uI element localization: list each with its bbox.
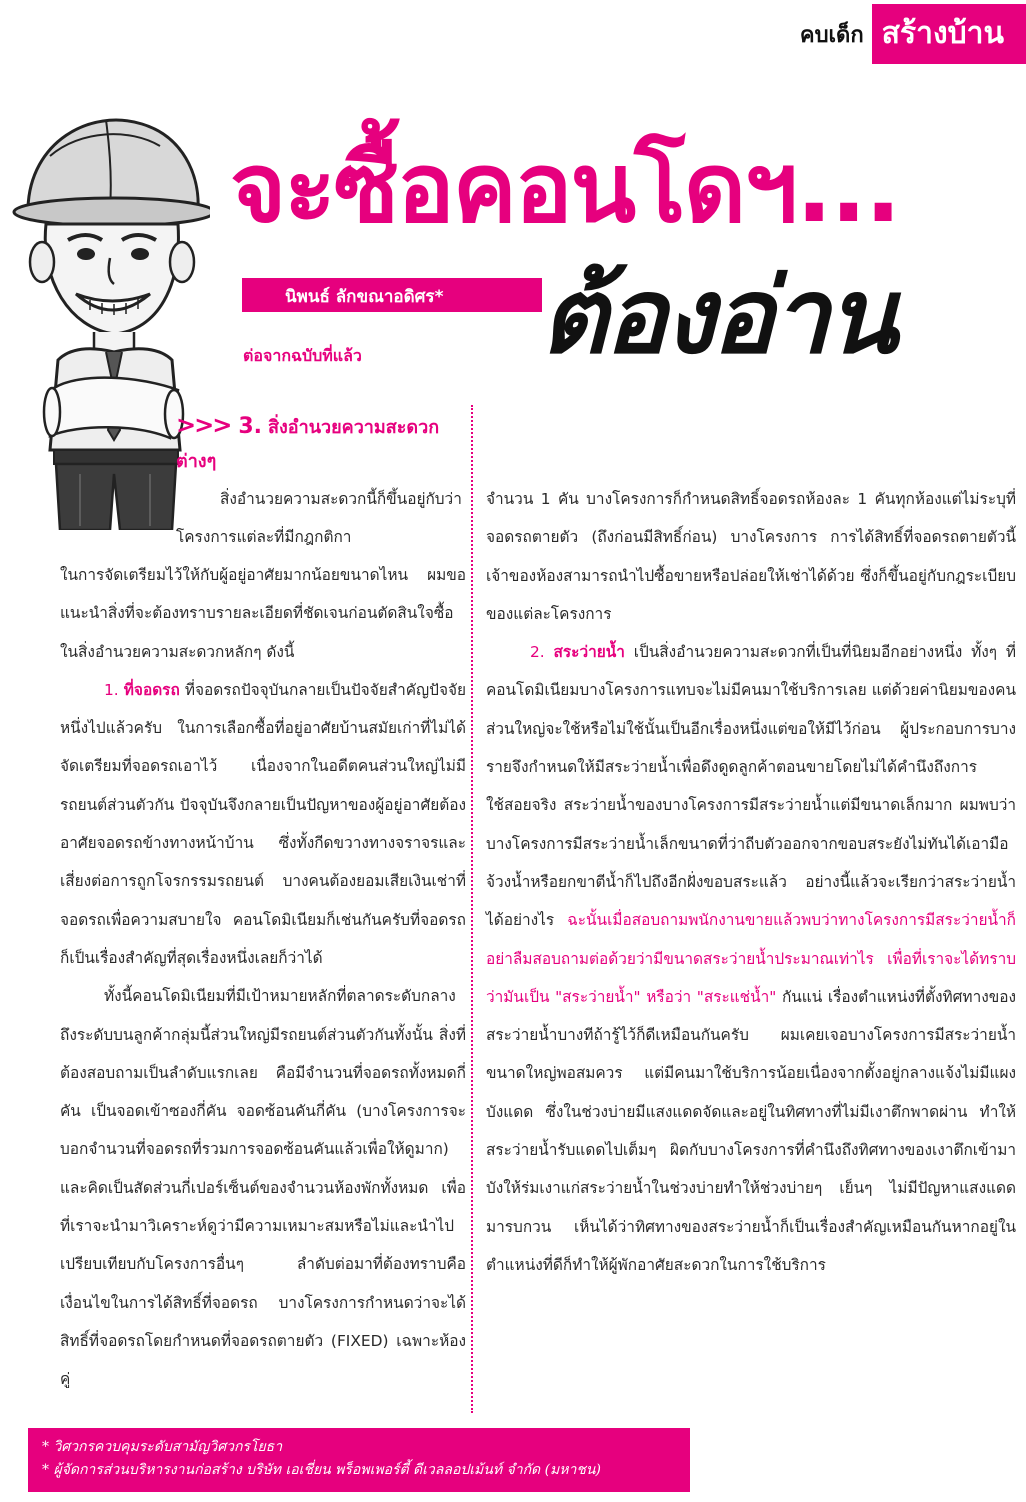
headline-line1: จะซื้อคอนโดฯ... [230, 132, 900, 244]
masthead-bar [800, 4, 1026, 64]
item2-text: เป็นสิ่งอำนวยความสะดวกที่เป็นที่นิยมอีกอย่างหนึ่ง ทั้งๆ ที่คอนโดมิเนียมบางโครงการแทบจะไม่มีคนมาใช้บริการเลย แต่ด้วยค่านิยมของคนส่วนใหญ่จะใช้หรือไม่ใช้นั้นเป็นอีกเรื่องหนึ่งแต่ขอให้มีไว้ก่อน ผู้ประกอบการบางรายจึงกำหนดให้มีสระว่ายน้ำเพื่อดึงดูดลูกค้าตอนขายโดยไม่ได้คำนึงถึงการใช้สอยจริง สระว่ายน้ำของบางโครงการมีสระว่ายน้ำแต่มีขนาดเล็กมาก ผมพบว่าบางโครงการมีสระว่ายน้ำเล็กขนาดที่ว่าถีบตัวออกจากขอบสระยังไม่ทันได้เอามือจ้วงน้ำหรือยกขาตีน้ำก็ไปถึงอีกฝั่งขอบสระแล้ว อย่างนี้แล้วจะเรียกว่าสระว่ายน้ำได้อย่างไร [486, 643, 1016, 930]
item2-label: สระว่ายน้ำ [553, 643, 625, 662]
section-title: สิ่งอำนวยความสะดวกต่างๆ [176, 417, 440, 472]
continued-note: ต่อจากฉบับที่แล้ว [243, 346, 362, 365]
intro-paragraph-rest: ในการจัดเตรียมไว้ให้กับผู้อยู่อาศัยมากน้อยขนาดไหน ผมขอแนะนำสิ่งที่จะต้องทราบรายละเอียดที่ชัดเจนก่อนตัดสินใจซื้อในสิ่งอำนวยความสะดวกหลักๆ ดังนี้ [60, 566, 466, 661]
footnote-2: * ผู้จัดการส่วนบริหารงานก่อสร้าง บริษัท เอเชี่ยน พร็อพเพอร์ตี้ ดีเวลลอปเม้นท์ จำกัด (มหาชน) [42, 1462, 601, 1478]
left-column [60, 556, 466, 1399]
item1-text: ที่จอดรถปัจจุบันกลายเป็นปัจจัยสำคัญปัจจัยหนึ่งไปแล้วครับ ในการเลือกซื้อที่อยู่อาศัยบ้านสมัยเก่าที่ไม่ได้จัดเตรียมที่จอดรถเอาไว้ เนื่องจากในอดีตคนส่วนใหญ่ไม่มีรถยนต์ส่วนตัวกัน ปัจจุบันจึงกลายเป็นปัญหาของผู้อยู่อาศัยต้องอาศัยจอดรถข้างทางหน้าบ้าน ซึ่งทั้งกีดขวางทางจราจรและเสี่ยงต่อการถูกโจรกรรมรถยนต์ บางคนต้องยอมเสียเงินเช่าที่จอดรถเพื่อความสบายใจ คอนโดมิเนียมก็เช่นกันครับที่จอดรถก็เป็นเรื่องสำคัญที่สุดเรื่องหนึ่งเลยก็ว่าได้ [60, 680, 466, 967]
parking-continued-paragraph: จำนวน 1 คัน บางโครงการก็กำหนดสิทธิ์จอดรถห้องละ 1 คันทุกห้องแต่ไม่ระบุที่จอดรถตายตัว (ถึงก่อนมีสิทธิ์ก่อน) บางโครงการ การได้สิทธิ์ที่จอดรถตายตัวนี้เจ้าของห้องสามารถนำไปซื้อขายหรือปล่อยให้เช่าได้ด้วย ซึ่งก็ขึ้นอยู่กับกฎระเบียบของแต่ละโครงการ [486, 490, 1016, 623]
footnote-1: * วิศวกรควบคุมระดับสามัญวิศวกรโยธา [42, 1439, 283, 1455]
column-divider [471, 405, 473, 1413]
item1-label: ที่จอดรถ [123, 680, 180, 699]
arrow-icon: >>> [176, 411, 231, 439]
item1-number: 1. [104, 680, 119, 699]
headline-line2: ต้องอ่าน [540, 255, 895, 377]
item2-highlight: ฉะนั้นเมื่อสอบถามพนักงานขายแล้วพบว่าทางโครงการมีสระว่ายน้ำก็อย่าลืมสอบถามต่อด้วยว่ามีขนาดสระว่ายน้ำประมาณเท่าไร เพื่อที่เราจะได้ทราบว่ามันเป็น "สระว่ายน้ำ" หรือว่า "สระแช่น้ำ" [486, 911, 1016, 1006]
pool-paragraph [486, 633, 1016, 1284]
section-number: 3. [238, 414, 262, 439]
series-label: คบเด็ก [799, 22, 864, 48]
footnotes-box [28, 1428, 690, 1492]
intro-paragraph-top: สิ่งอำนวยความสะดวกนี้ก็ขึ้นอยู่กับว่าโครงการแต่ละที่มีกฎกติกา [176, 490, 462, 547]
author-name: นิพนธ์ ลักขณาอดิศร* [285, 287, 444, 307]
parking-paragraph-2: ทั้งนี้คอนโดมิเนียมที่มีเป้าหมายหลักที่ตลาดระดับกลางถึงระดับบนลูกค้ากลุ่มนี้ส่วนใหญ่มีรถยนต์ส่วนตัวกันทั้งนั้น สิ่งที่ต้องสอบถามเป็นลำดับแรกเลย คือมีจำนวนที่จอดรถทั้งหมดกี่คัน เป็นจอดเข้าซองกี่คัน จอดซ้อนคันกี่คัน (บางโครงการจะบอกจำนวนที่จอดรถที่รวมการจอดซ้อนคันแล้วเพื่อให้ดูมาก) และคิดเป็นสัดส่วนกี่เปอร์เซ็นต์ของจำนวนห้องพักทั้งหมด เพื่อที่เราจะนำมาวิเคราะห์ดูว่ามีความเหมาะสมหรือไม่และนำไปเปรียบเทียบกับโครงการอื่นๆ ลำดับต่อมาที่ต้องทราบคือเงื่อนไขในการได้สิทธิ์ที่จอดรถ บางโครงการกำหนดว่าจะได้สิทธิ์ที่จอดรถโดยกำหนดที่จอดรถตายตัว (FIXED) เฉพาะห้องคู่ [60, 987, 466, 1389]
item2-number: 2. [530, 643, 545, 662]
item2-after: กันแน่ เรื่องตำแหน่งที่ตั้งทิศทางของสระว่ายน้ำบางทีถ้ารู้ไว้ก็ดีเหมือนกันครับ ผมเคยเจอบางโครงการมีสระว่ายน้ำขนาดใหญ่พอสมควร แต่มีคนมาใช้บริการน้อยเนื่องจากตั้งอยู่กลางแจ้งไม่มีแผงบังแดด ซึ่งในช่วงบ่ายมีแสงแดดจัดและอยู่ในทิศทางที่ไม่มีเงาตึกพาดผ่าน ทำให้สระว่ายน้ำรับแดดไปเต็มๆ ผิดกับบางโครงการที่คำนึงถึงทิศทางของเงาตึกเข้ามาบังให้ร่มเงาแก่สระว่ายน้ำในช่วงบ่ายทำให้ช่วงบ่ายๆ เย็นๆ ไม่มีปัญหาแสงแดดมารบกวน เห็นได้ว่าทิศทางของสระว่ายน้ำก็เป็นเรื่องสำคัญเหมือนกันหากอยู่ในตำแหน่งที่ดีก็ทำให้ผู้พักอาศัยสะดวกในการใช้บริการ [486, 987, 1017, 1274]
left-column-top [176, 480, 466, 557]
right-column [486, 480, 1016, 1284]
section-heading [176, 408, 466, 479]
parking-paragraph [60, 671, 466, 977]
section-label: สร้างบ้าน [872, 4, 1026, 64]
